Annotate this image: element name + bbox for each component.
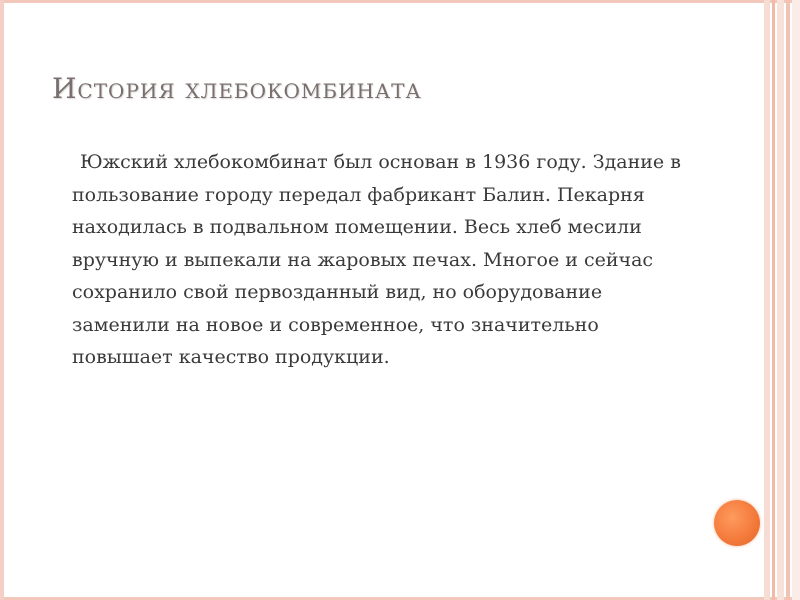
frame-left-border — [0, 0, 4, 600]
slide-title: История хлебокомбината — [52, 72, 422, 105]
decorative-stripe — [764, 0, 770, 600]
decorative-stripe — [777, 0, 784, 600]
slide-body-text: Южский хлебокомбинат был основан в 1936 году. Здание в пользование городу передал фабрикант Балин. Пекарня находилась в подвальном помещении. Весь хлеб месили вручную и выпекали на жаровых печах. Многое и сейчас сохранило свой первозданный вид, но оборудование заменили на новое и современное, что значительно повышает качество продукции. — [72, 151, 681, 368]
decorative-stripe — [792, 0, 800, 600]
accent-circle-icon — [714, 500, 760, 546]
frame-top-border — [0, 0, 800, 3]
decorative-stripe — [786, 0, 790, 600]
decorative-stripe — [772, 0, 775, 600]
